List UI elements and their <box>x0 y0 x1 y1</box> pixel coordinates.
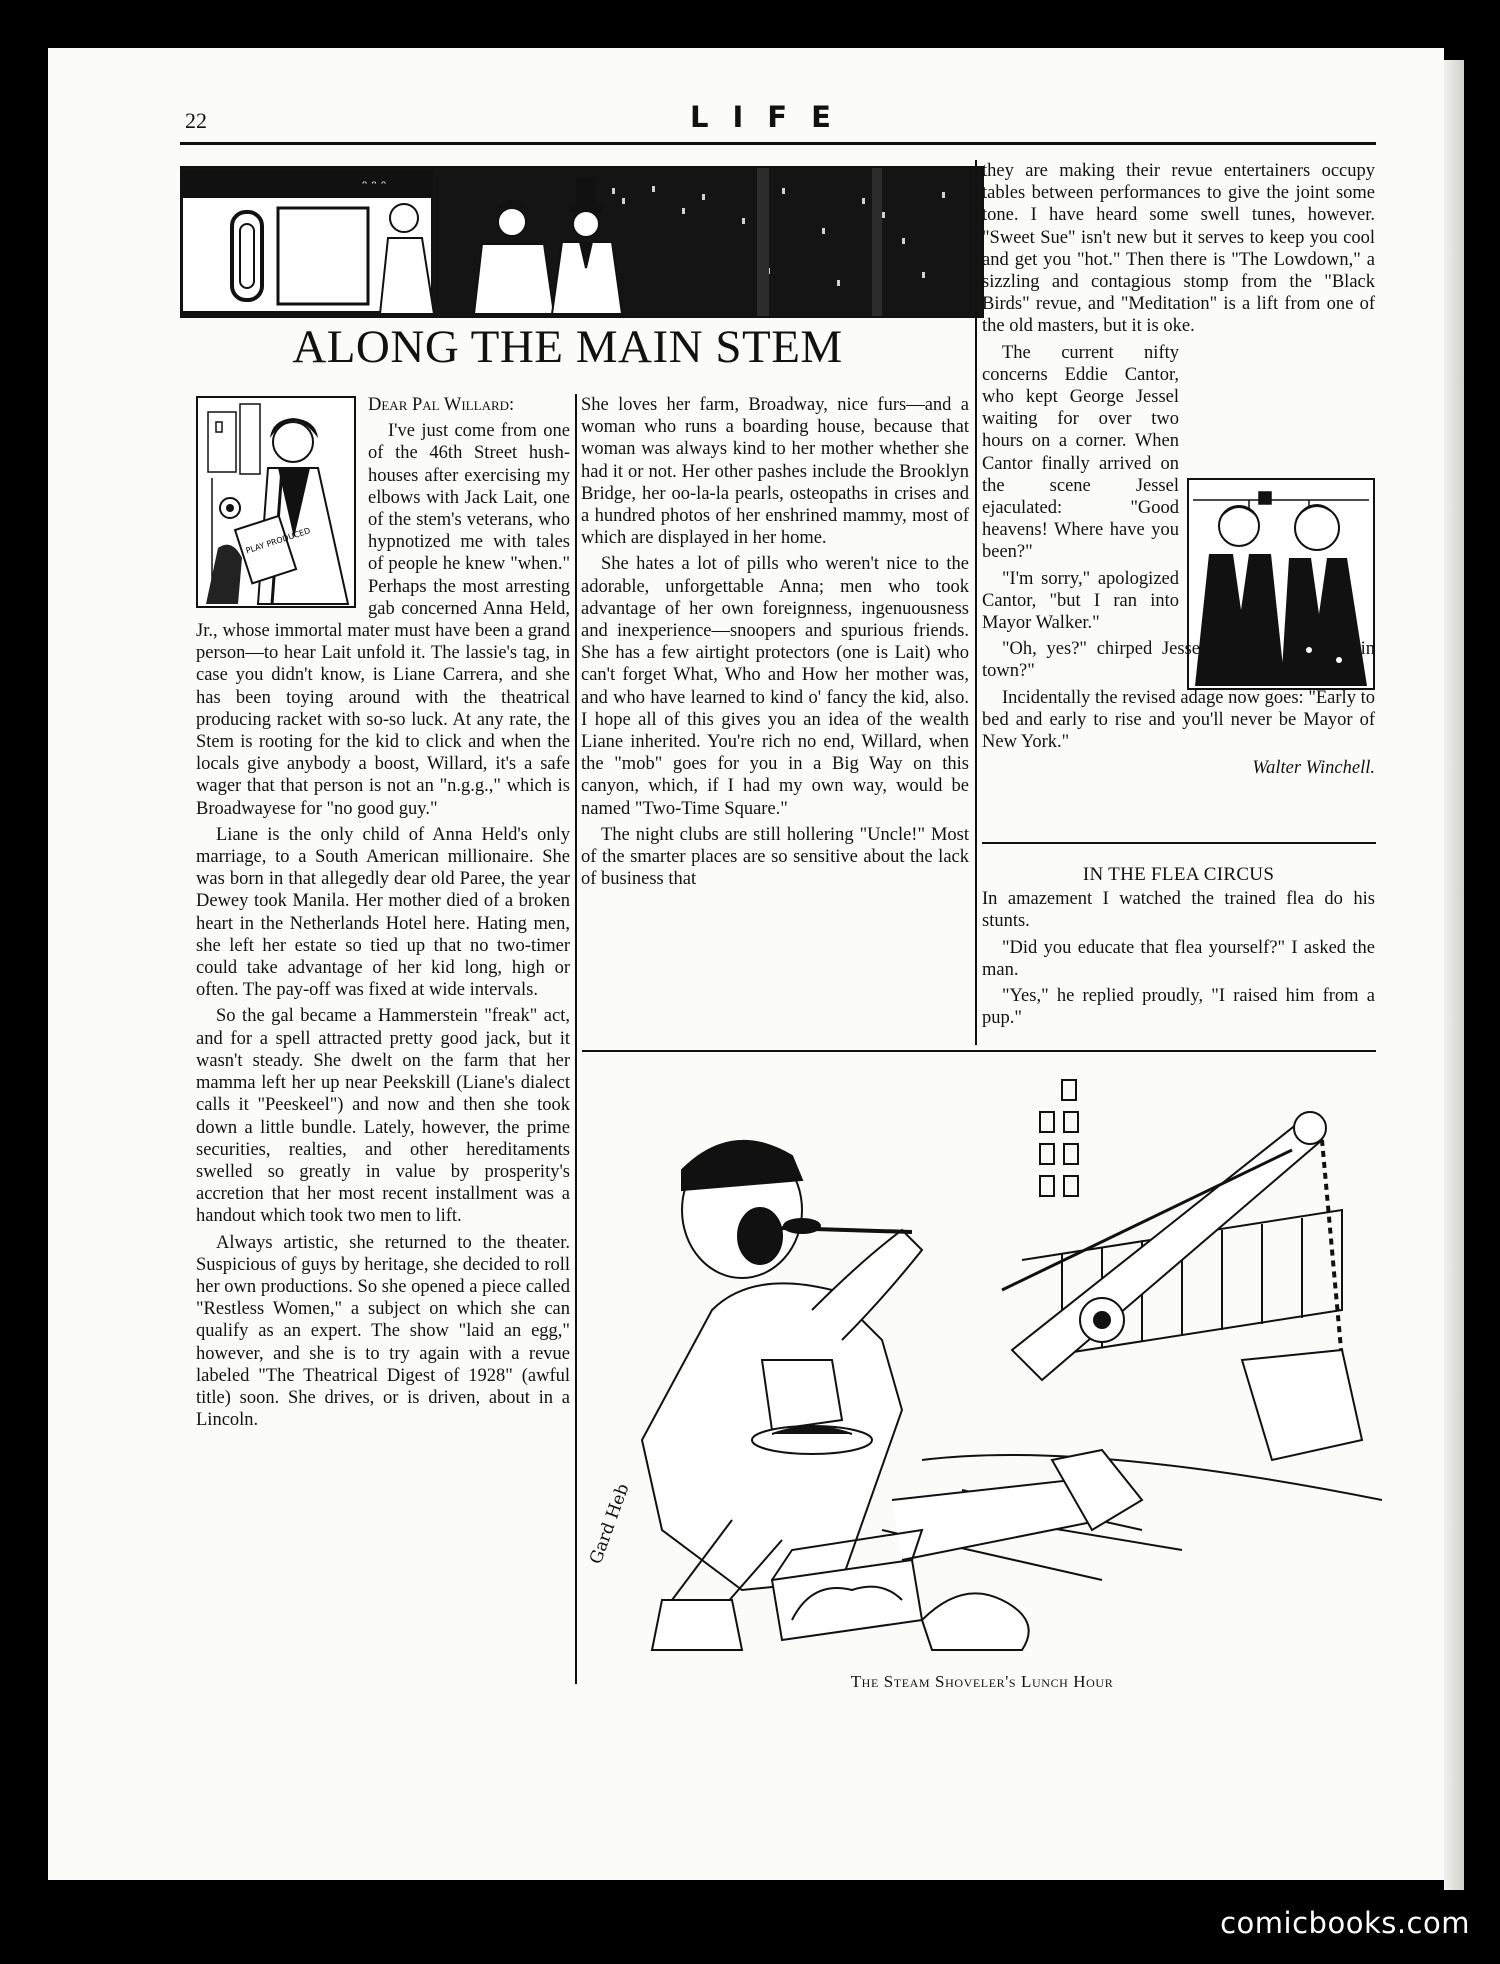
inset-sign-text: PLAY PRODUCED <box>244 526 312 556</box>
article-column-1 <box>196 394 570 1435</box>
paragraph: She hates a lot of pills who weren't nice to the adorable, unforgettable Anna; men who took advantage of her own foreignness, ingenuousness and inexperience—snoopers and spurious friends. She has a few airtight protectors (one is Lait) who can't forget What, Who and How her mother was, and who have learned to kind o' fancy the kid, also. I hope all of this gives you an idea of the wealth Liane inherited. You're rich no end, Willard, when the "mob" goes for you in a Big Way on this canyon, which, if I had my own way, would be named "Two-Time Square." <box>581 554 969 819</box>
salutation: Dear Pal Willard: <box>368 395 515 415</box>
section-rule <box>982 842 1376 844</box>
section-rule <box>582 1050 1376 1052</box>
cartoonist-signature: Gard Heb <box>586 1481 634 1567</box>
paragraph: Always artistic, she returned to the theater. Suspicious of guys by heritage, she decided to roll her own productions. So she opened a piece called "Restless Women," a subject on which she can qualify as an expert. The show "laid an egg," however, and she is to try again with a revue labeled "The Theatrical Digest of 1928" (awful title) soon. She drives, or is driven, about in a Lincoln. <box>196 1232 570 1431</box>
article-headline: ALONG THE MAIN STEM <box>292 321 843 373</box>
header-illustration <box>180 166 984 318</box>
column-divider <box>975 160 977 1045</box>
article-column-2 <box>581 394 969 894</box>
paragraph: The night clubs are still hollering "Uncle!" Most of the smarter places are so sensitive about the lack of business that <box>581 824 969 890</box>
paragraph: So the gal became a Hammerstein "freak" act, and for a spell attracted pretty good jack, but it wasn't steady. She dwelt on the farm that her mamma left her up near Peekskill (Liane's dialect calls it "Peeskeel") and now and then she took down a little bundle. Lately, however, the prime securities, realties, and other hereditaments swelled so greatly in value by prosperity's accretion that her most recent installment was a handout which took two men to lift. <box>196 1006 570 1227</box>
paragraph: She loves her farm, Broadway, nice furs—and a woman who runs a boarding house, because that woman was always kind to her mother whether she had it or not. Her other pashes include the Brooklyn Bridge, her oo-la-la pearls, osteopaths in crises and a hundred photos of her enshrined mammy, most of which are displayed in her home. <box>581 395 969 549</box>
page-edge <box>1444 60 1464 1890</box>
page-number: 22 <box>185 108 207 133</box>
steam-shovel-cartoon <box>582 1060 1382 1670</box>
flea-circus-title: IN THE FLEA CIRCUS <box>1082 864 1275 885</box>
header-rule <box>180 142 1376 145</box>
author-signature: Walter Winchell. <box>1252 758 1375 779</box>
paragraph: In amazement I watched the trained flea do his stunts. <box>982 889 1375 932</box>
paragraph: I've just come from one of the 46th Street hush-houses after exercising my elbows with Jack Lait, one of the stem's veterans, who hypnotized me with tales of people he knew "when." Perhaps the most arresting gab concerned Anna Held, Jr., whose immortal mater must have been a grand person—to hear Lait unfold it. The lassie's tag, in case you didn't know, is Liane Carrera, and she has been toying around with the theatrical producing racket with so-so luck. At any rate, the Stem is rooting for the kid to click and when the locals give anybody a boost, Willard, it's a safe wager that that person is not an "n.g.g.," which is Broadwayese for "no good guy." <box>196 421 570 819</box>
column-divider <box>575 394 577 1684</box>
paragraph: "I'm sorry," apologized Cantor, "but I ran into Mayor Walker." <box>982 568 1179 634</box>
watermark: comicbooks.com <box>1220 1906 1470 1940</box>
svg-text:ᵔ ᵔ ᵔ: ᵔ ᵔ ᵔ <box>362 179 387 194</box>
cartoon-caption: The Steam Shoveler's Lunch Hour <box>850 1672 1114 1691</box>
article-column-3 <box>982 160 1375 779</box>
paragraph: "Yes," he replied proudly, "I raised him from a pup." <box>982 986 1375 1029</box>
masthead: LIFE <box>690 100 855 134</box>
flea-circus-section <box>982 864 1375 1033</box>
paragraph: "Did you educate that flea yourself?" I asked the man. <box>982 937 1375 980</box>
paragraph: Incidentally the revised adage now goes: "Early to bed and early to rise and you'll never be Mayor of New York." <box>982 687 1375 753</box>
paragraph: "Oh, yes?" chirped Jessel. "What's he doin' in town?" <box>982 639 1375 682</box>
paragraph: they are making their revue entertainers occupy tables between performances to give the joint some tone. I have heard some swell tunes, however. "Sweet Sue" isn't new but it serves to keep you cool and get you "hot." Then there is "The Lowdown," a sizzling and contagious stomp from the "Black Birds" revue, and "Meditation" is a lift from one of the old masters, but it is oke. <box>982 161 1375 337</box>
paragraph: The current nifty concerns Eddie Cantor, who kept George Jessel waiting for over two hours on a corner. When Cantor finally arrived on the scene Jessel ejaculated: "Good heavens! Where have you been?" <box>982 342 1179 563</box>
paragraph: Liane is the only child of Anna Held's only marriage, to a South American millionaire. She was born in that allegedly dear old Paree, the year Dewey took Manila. Her mother died of a broken heart in the Netherlands Hotel here. Hating men, she left her estate so tied up that no two-timer could take advantage of her kid long, high or often. The pay-off was fixed at wide intervals. <box>196 824 570 1001</box>
